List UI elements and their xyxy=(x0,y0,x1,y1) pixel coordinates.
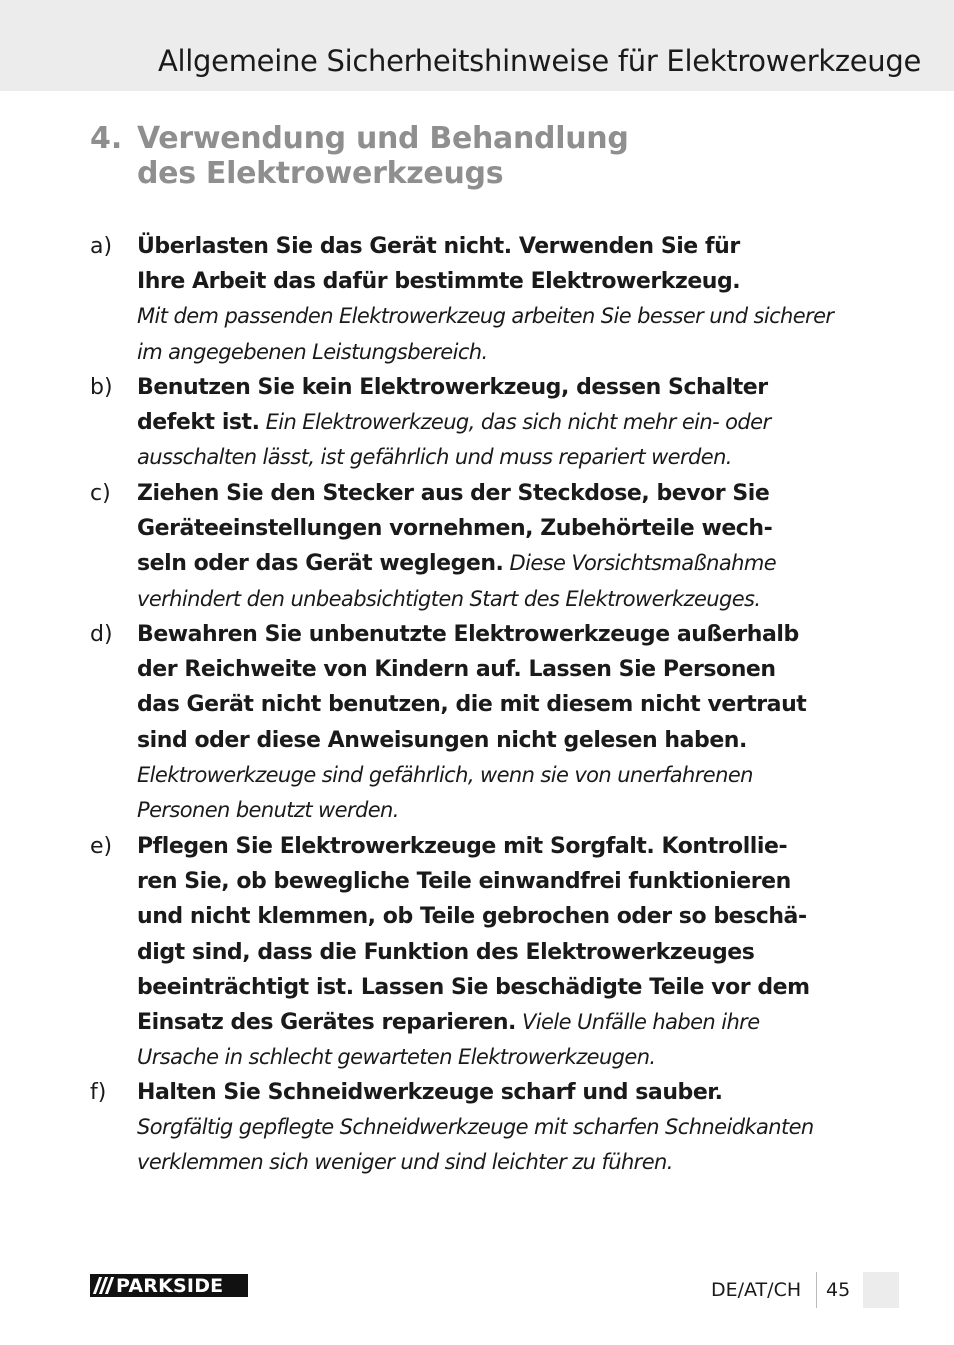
bold-instruction-text: Pflegen Sie Elektrowerkzeuge mit Sorgfalt. Kontrollie- xyxy=(137,834,788,859)
header-title: Allgemeine Sicherheitshinweise für Elektrowerkzeuge xyxy=(158,44,922,78)
list-item xyxy=(90,829,870,1075)
item-line xyxy=(137,1040,870,1075)
item-line xyxy=(137,299,870,334)
bold-instruction-text: das Gerät nicht benutzen, die mit diesem nicht vertraut xyxy=(137,692,807,718)
item-line xyxy=(137,582,870,617)
bold-instruction-text: Ihre Arbeit das dafür bestimmte Elektrowerkzeug. xyxy=(137,269,741,295)
italic-explanation-text: Ein Elektrowerkzeug, das sich nicht mehr ein- oder xyxy=(259,410,771,435)
list-item xyxy=(90,617,870,828)
item-line xyxy=(137,335,870,370)
item-line xyxy=(137,546,870,581)
section-title-line: Verwendung und Behandlung xyxy=(137,121,629,156)
bold-instruction-text: Ziehen Sie den Stecker aus der Steckdose, bevor Sie xyxy=(137,481,770,506)
italic-explanation-text: verklemmen sich weniger und sind leichter zu führen. xyxy=(137,1150,673,1175)
page-number: 45 xyxy=(826,1279,851,1301)
item-line xyxy=(137,229,870,264)
italic-explanation-text: Diese Vorsichtsmaßnahme xyxy=(503,551,777,576)
item-line xyxy=(137,511,870,546)
item-body xyxy=(137,617,870,828)
item-line xyxy=(137,793,870,828)
item-line xyxy=(137,405,870,440)
italic-explanation-text: Viele Unfälle haben ihre xyxy=(515,1009,760,1034)
bold-instruction-text: seln oder das Gerät weglegen. xyxy=(137,551,504,577)
list-item xyxy=(90,370,870,476)
item-line xyxy=(137,864,870,899)
item-line xyxy=(137,899,870,934)
item-line xyxy=(137,1145,870,1180)
bold-instruction-text: Bewahren Sie unbenutzte Elektrowerkzeuge außerhalb xyxy=(137,622,799,647)
parkside-logo xyxy=(90,1274,248,1297)
section-title xyxy=(137,121,629,191)
item-line xyxy=(137,440,870,475)
bold-instruction-text: digt sind, dass die Funktion des Elektrowerkzeuges xyxy=(137,939,755,965)
item-body xyxy=(137,370,870,476)
item-line xyxy=(137,1005,870,1040)
item-label: a) xyxy=(90,234,113,259)
item-label: f) xyxy=(90,1080,107,1105)
italic-explanation-text: Personen benutzt werden. xyxy=(137,797,399,822)
list-item xyxy=(90,1075,870,1181)
item-line xyxy=(137,1110,870,1145)
bold-instruction-text: Geräteeinstellungen vornehmen, Zubehörteile wech- xyxy=(137,516,773,542)
item-line xyxy=(137,758,870,793)
bold-instruction-text: beeinträchtigt ist. Lassen Sie beschädigte Teile vor dem xyxy=(137,974,810,1000)
footer-region: DE/AT/CH xyxy=(711,1279,802,1301)
section-number: 4. xyxy=(90,121,123,156)
section-title-line: des Elektrowerkzeugs xyxy=(137,156,504,191)
italic-explanation-text: Mit dem passenden Elektrowerkzeug arbeiten Sie besser und sicherer xyxy=(137,304,834,329)
item-line xyxy=(137,652,870,687)
item-line xyxy=(137,476,870,511)
bold-instruction-text: defekt ist. xyxy=(137,410,260,436)
italic-explanation-text: Sorgfältig gepflegte Schneidwerkzeuge mit scharfen Schneidkanten xyxy=(137,1115,814,1140)
item-body xyxy=(137,829,870,1075)
bold-instruction-text: sind oder diese Anweisungen nicht gelesen haben. xyxy=(137,727,747,753)
item-line xyxy=(137,829,870,864)
item-body xyxy=(137,1075,870,1181)
bold-instruction-text: ren Sie, ob bewegliche Teile einwandfrei funktionieren xyxy=(137,869,791,895)
list-item xyxy=(90,229,870,370)
item-line xyxy=(137,723,870,758)
item-line xyxy=(137,970,870,1005)
italic-explanation-text: verhindert den unbeabsichtigten Start des Elektrowerkzeuges. xyxy=(137,586,761,611)
item-body xyxy=(137,476,870,617)
italic-explanation-text: ausschalten lässt, ist gefährlich und muss repariert werden. xyxy=(137,445,732,470)
bold-instruction-text: Überlasten Sie das Gerät nicht. Verwenden Sie für xyxy=(137,234,740,259)
footer-divider xyxy=(816,1272,817,1308)
bold-instruction-text: Einsatz des Gerätes reparieren. xyxy=(137,1009,516,1035)
item-line xyxy=(137,687,870,722)
page-header xyxy=(0,0,954,91)
item-line xyxy=(137,264,870,299)
logo-text: PARKSIDE xyxy=(116,1274,224,1297)
item-label: d) xyxy=(90,622,113,647)
italic-explanation-text: Elektrowerkzeuge sind gefährlich, wenn sie von unerfahrenen xyxy=(137,762,753,787)
italic-explanation-text: im angegebenen Leistungsbereich. xyxy=(137,339,488,364)
bold-instruction-text: der Reichweite von Kindern auf. Lassen Sie Personen xyxy=(137,657,776,683)
italic-explanation-text: Ursache in schlecht gewarteten Elektrowerkzeugen. xyxy=(137,1045,656,1070)
item-label: c) xyxy=(90,481,111,506)
item-line xyxy=(137,935,870,970)
bold-instruction-text: und nicht klemmen, ob Teile gebrochen oder so beschä- xyxy=(137,904,807,930)
logo-stripes-icon xyxy=(90,1274,116,1297)
footer-tab-marker xyxy=(863,1272,899,1308)
item-line xyxy=(137,617,870,652)
item-body xyxy=(137,229,870,370)
item-label: e) xyxy=(90,834,113,859)
list-item xyxy=(90,476,870,617)
bold-instruction-text: Halten Sie Schneidwerkzeuge scharf und sauber. xyxy=(137,1080,723,1105)
item-label: b) xyxy=(90,375,113,400)
item-line xyxy=(137,370,870,405)
item-line xyxy=(137,1075,870,1110)
bold-instruction-text: Benutzen Sie kein Elektrowerkzeug, dessen Schalter xyxy=(137,375,768,400)
